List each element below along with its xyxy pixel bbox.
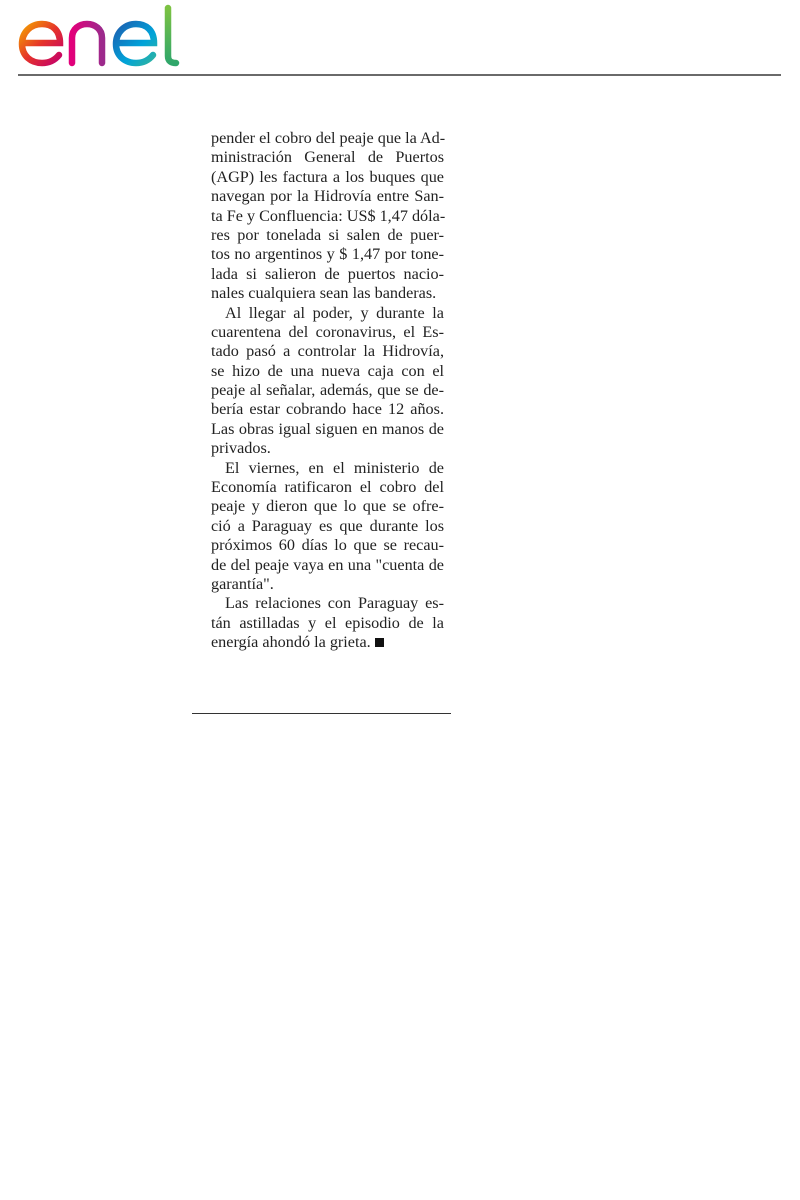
enel-logo: [16, 4, 184, 70]
text-line: cuarentena del coronavirus, el Es-: [211, 322, 444, 341]
final-line: [211, 633, 444, 652]
article-end-divider: [192, 713, 451, 714]
text-line: ministración General de Puertos: [211, 148, 444, 167]
text-line: próximos 60 días lo que se recau-: [211, 536, 444, 555]
text-line: peaje y dieron que lo que se ofre-: [211, 497, 444, 516]
text-line: bería estar cobrando hace 12 años.: [211, 400, 444, 419]
text-line: Economía ratificaron el cobro del: [211, 478, 444, 497]
text-line: El viernes, en el ministerio de: [225, 458, 444, 477]
text-line: res por tonelada si salen de puer-: [211, 225, 444, 244]
end-of-article-square-icon: [375, 638, 384, 647]
text-line: tos no argentinos y $ 1,47 por tone-: [211, 245, 444, 264]
text-line: tado pasó a controlar la Hidrovía,: [211, 342, 444, 361]
text-line: garantía".: [211, 574, 274, 593]
text-line: privados.: [211, 439, 271, 458]
text-line: Las obras igual siguen en manos de: [211, 419, 444, 438]
text-line: peaje al señalar, además, que se de-: [211, 381, 444, 400]
text-line: ció a Paraguay es que durante los: [211, 516, 444, 535]
text-line: nales cualquiera sean las banderas.: [211, 284, 437, 303]
paragraph: [211, 304, 444, 459]
text-line: lada si salieron de puertos nacio-: [211, 264, 444, 283]
paragraph: [211, 459, 444, 595]
article-body: [211, 129, 444, 653]
text-line: (AGP) les factura a los buques que: [211, 167, 444, 186]
text-line: pender el cobro del peaje que la Ad-: [211, 129, 446, 147]
text-line: Las relaciones con Paraguay es-: [225, 594, 444, 613]
paragraph: [211, 129, 444, 304]
text-line: ta Fe y Confluencia: US$ 1,47 dóla-: [211, 206, 446, 225]
paragraph: [211, 594, 444, 652]
text-line: tán astilladas y el episodio de la: [211, 613, 444, 632]
text-line: navegan por la Hidrovía entre San-: [211, 187, 444, 206]
text-line: Al llegar al poder, y durante la: [225, 303, 444, 322]
header-divider: [18, 74, 781, 76]
text-line: se hizo de una nueva caja con el: [211, 361, 444, 380]
text-line: de del peaje vaya en una "cuenta de: [211, 555, 444, 574]
text-line: energía ahondó la grieta.: [211, 633, 371, 652]
